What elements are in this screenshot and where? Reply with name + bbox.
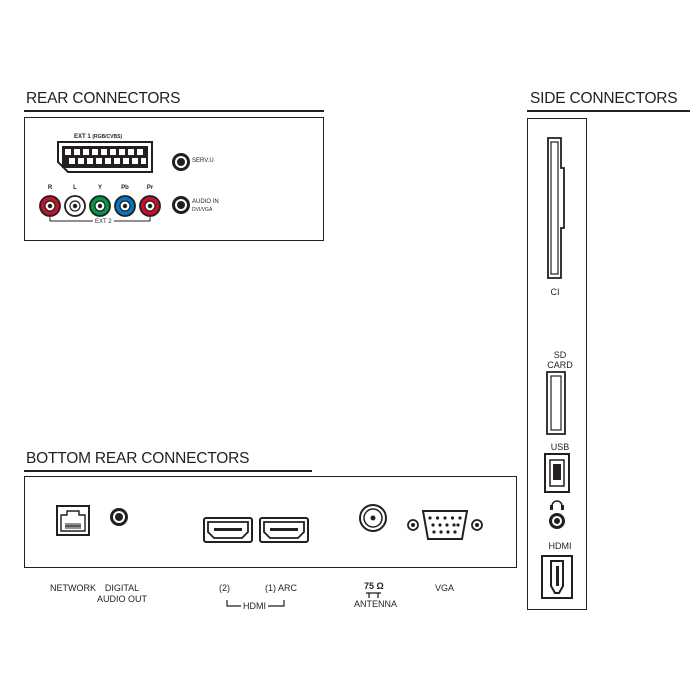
- ci-label: CI: [550, 287, 560, 297]
- audio-in-sublabel: DVI/VGA: [192, 207, 213, 213]
- vga-label: VGA: [435, 583, 455, 593]
- ext1-label: EXT 1 (RGB/CVBS): [74, 134, 123, 140]
- sd-card-label: SD CARD: [547, 350, 573, 370]
- usb-label: USB: [550, 442, 570, 452]
- hdmi-1-arc-port-icon: [260, 518, 308, 542]
- network-label: NETWORK: [50, 583, 96, 593]
- antenna-label: ANTENNA: [354, 599, 398, 609]
- rear-connectors-heading: REAR CONNECTORS: [26, 90, 181, 107]
- hdmi-2-port-icon: [204, 518, 252, 542]
- network-port-icon: [57, 506, 89, 535]
- rca-label-pb: Pb: [121, 185, 129, 191]
- side-connectors-heading: SIDE CONNECTORS: [530, 90, 678, 107]
- hdmi-2-label: (2): [219, 583, 230, 593]
- rca-label-pr: Pr: [146, 185, 154, 191]
- digital-audio-out-label: DIGITAL AUDIO OUT: [96, 583, 147, 604]
- antenna-ohm-label: 75 Ω: [364, 581, 384, 591]
- bottom-rear-connectors-heading: BOTTOM REAR CONNECTORS: [26, 450, 250, 467]
- audio-in-label: AUDIO IN: [192, 199, 219, 205]
- rca-label-l: L: [73, 185, 77, 191]
- hdmi-1-arc-label: (1) ARC: [265, 583, 298, 593]
- side-hdmi-label: HDMI: [548, 541, 572, 551]
- rca-label-r: R: [47, 185, 53, 191]
- antenna-symbol-icon: [366, 593, 381, 598]
- antenna-port-icon: [360, 505, 386, 531]
- rca-label-y: Y: [97, 185, 102, 191]
- vga-port-icon: [408, 511, 482, 539]
- ext2-label: EXT 2: [95, 219, 112, 225]
- hdmi-group-label: HDMI: [243, 601, 266, 611]
- digital-audio-out-jack-icon: [110, 508, 128, 526]
- servu-label: SERV.U: [192, 158, 214, 164]
